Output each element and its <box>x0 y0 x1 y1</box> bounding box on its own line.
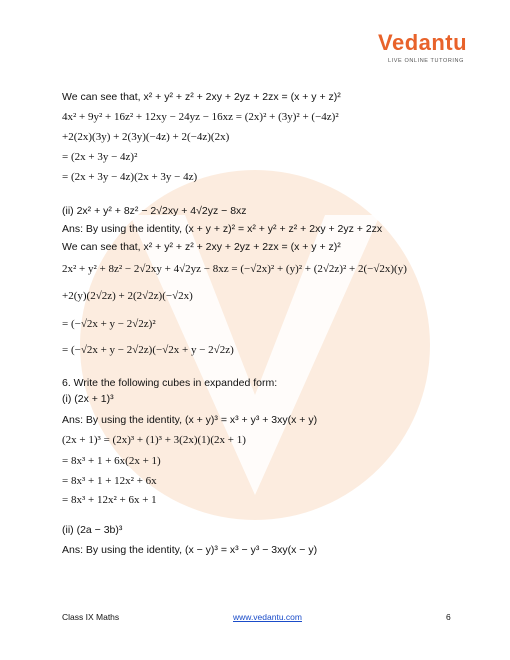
math-line: = (−√2x + y − 2√2z)² <box>62 318 156 330</box>
question-i: (i) (2x + 1)³ <box>62 393 114 405</box>
section-heading: 6. Write the following cubes in expanded form: <box>62 377 278 389</box>
math-line: 2x² + y² + 8z² − 2√2xy + 4√2yz − 8xz = (−√2x)² + (y)² + (2√2z)² + 2(−√2x)(y) <box>62 263 407 275</box>
brand-name: Vedantu <box>378 30 468 55</box>
answer-line: Ans: By using the identity, (x − y)³ = x³ − y³ − 3xy(x − y) <box>62 544 318 556</box>
footer-class: Class IX Maths <box>62 612 120 622</box>
footer-website-link[interactable]: www.vedantu.com <box>233 612 302 622</box>
math-line: +2(2x)(3y) + 2(3y)(−4z) + 2(−4z)(2x) <box>62 131 230 143</box>
question-ii-cube: (ii) (2a − 3b)³ <box>62 524 123 536</box>
math-line: = (2x + 3y − 4z)(2x + 3y − 4z) <box>62 171 198 183</box>
math-line: = 8x³ + 1 + 12x² + 6x <box>62 475 157 487</box>
math-line: (2x + 1)³ = (2x)³ + (1)³ + 3(2x)(1)(2x + 1) <box>62 434 246 446</box>
math-line: = (2x + 3y − 4z)² <box>62 151 138 163</box>
vedantu-logo <box>378 30 478 72</box>
math-line: +2(y)(2√2z) + 2(2√2z)(−√2x) <box>62 290 193 302</box>
answer-line: Ans: By using the identity, (x + y)³ = x³ + y³ + 3xy(x + y) <box>62 414 318 426</box>
question-ii: (ii) 2x² + y² + 8z² − 2√2xy + 4√2yz − 8xz <box>62 205 247 217</box>
page-number: 6 <box>446 612 451 622</box>
math-line: 4x² + 9y² + 16z² + 12xy − 24yz − 16xz = (2x)² + (3y)² + (−4z)² <box>62 111 339 123</box>
math-line: We can see that, x² + y² + z² + 2xy + 2yz + 2zx = (x + y + z)² <box>62 91 341 103</box>
brand-tagline: LIVE ONLINE TUTORING <box>388 58 464 64</box>
answer-line: Ans: By using the identity, (x + y + z)² = x² + y² + z² + 2xy + 2yz + 2zx <box>62 223 383 235</box>
math-line: = 8x³ + 1 + 6x(2x + 1) <box>62 455 161 467</box>
math-line: = (−√2x + y − 2√2z)(−√2x + y − 2√2z) <box>62 344 234 356</box>
math-line: = 8x³ + 12x² + 6x + 1 <box>62 494 157 506</box>
math-line: We can see that, x² + y² + z² + 2xy + 2yz + 2zx = (x + y + z)² <box>62 241 341 253</box>
